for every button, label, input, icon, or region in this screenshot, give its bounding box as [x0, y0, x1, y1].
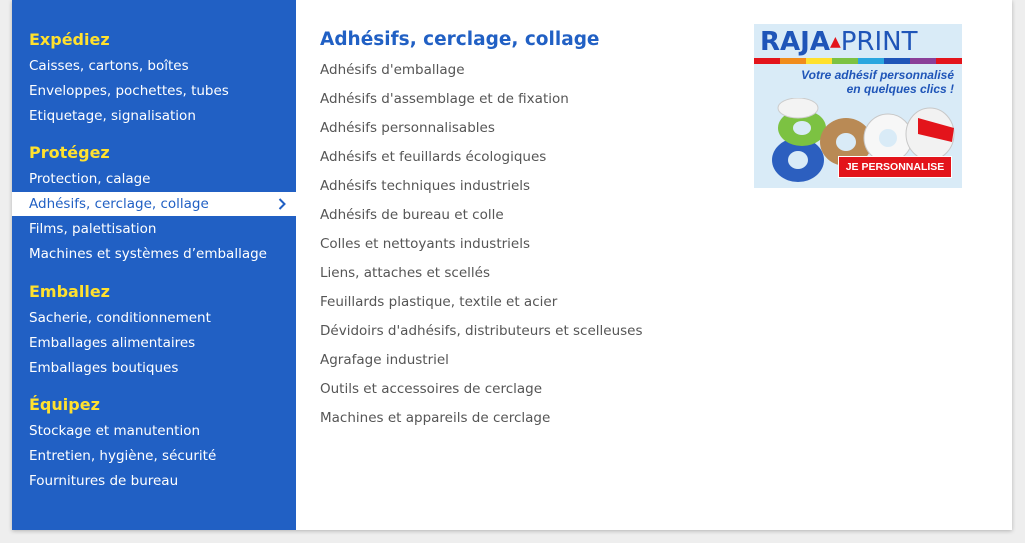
sidebar-item-entretien[interactable] — [12, 444, 296, 468]
sidebar-item-label: Protection, calage — [29, 171, 151, 187]
sidebar-item-caisses[interactable] — [12, 54, 296, 78]
personalise-button[interactable]: JE PERSONNALISE — [838, 156, 952, 178]
category-sidebar — [12, 0, 296, 530]
sidebar-item-adhesifs[interactable] — [12, 192, 296, 216]
submenu-link[interactable]: Adhésifs de bureau et colle — [320, 207, 504, 223]
group-title-expediez[interactable]: Expédiez — [29, 30, 110, 49]
sidebar-item-label: Emballages alimentaires — [29, 335, 196, 351]
submenu-link[interactable]: Adhésifs d'emballage — [320, 62, 465, 78]
group-title-emballez[interactable]: Emballez — [29, 282, 110, 301]
sidebar-item-label: Fournitures de bureau — [29, 473, 179, 489]
submenu-link[interactable]: Machines et appareils de cerclage — [320, 410, 551, 426]
sidebar-item-alimentaires[interactable] — [12, 331, 296, 355]
sidebar-item-label: Stockage et manutention — [29, 423, 201, 439]
submenu-link[interactable]: Outils et accessoires de cerclage — [320, 381, 543, 397]
sidebar-item-fournitures[interactable] — [12, 469, 296, 493]
chevron-right-icon — [278, 192, 286, 216]
sidebar-item-boutiques[interactable] — [12, 356, 296, 380]
sidebar-item-label: Emballages boutiques — [29, 360, 179, 376]
sidebar-item-label: Sacherie, conditionnement — [29, 310, 211, 326]
sidebar-item-machines-emballage[interactable] — [12, 242, 296, 266]
submenu-link[interactable]: Colles et nettoyants industriels — [320, 236, 531, 252]
submenu-link[interactable]: Dévidoirs d'adhésifs, distributeurs et scelleuses — [320, 323, 643, 339]
sidebar-item-enveloppes[interactable] — [12, 79, 296, 103]
sidebar-item-label: Etiquetage, signalisation — [29, 108, 196, 124]
submenu-title[interactable]: Adhésifs, cerclage, collage — [320, 29, 600, 50]
group-title-equipez[interactable]: Équipez — [29, 395, 100, 414]
sidebar-item-sacherie[interactable] — [12, 306, 296, 330]
logo-brand-bold: RAJA — [760, 27, 830, 57]
submenu-link[interactable]: Adhésifs et feuillards écologiques — [320, 149, 547, 165]
submenu-link[interactable]: Feuillards plastique, textile et acier — [320, 294, 558, 310]
rajaprint-logo: RAJA▲PRINT — [760, 27, 918, 57]
rajaprint-ad-banner[interactable] — [754, 24, 962, 188]
sidebar-item-etiquetage[interactable] — [12, 104, 296, 128]
submenu-link[interactable]: Liens, attaches et scellés — [320, 265, 490, 281]
sidebar-item-protection[interactable] — [12, 167, 296, 191]
sidebar-item-label: Machines et systèmes d’emballage — [29, 246, 267, 262]
sidebar-item-stockage[interactable] — [12, 419, 296, 443]
rainbow-stripe — [754, 58, 962, 64]
mega-menu — [12, 0, 1012, 530]
submenu-link[interactable]: Adhésifs d'assemblage et de fixation — [320, 91, 569, 107]
ad-slogan: Votre adhésif personnalisé en quelques clics ! — [801, 68, 954, 96]
submenu-link[interactable]: Adhésifs techniques industriels — [320, 178, 531, 194]
sidebar-item-label: Caisses, cartons, boîtes — [29, 58, 189, 74]
sidebar-item-label: Films, palettisation — [29, 221, 157, 237]
submenu-link[interactable]: Agrafage industriel — [320, 352, 449, 368]
sidebar-item-label: Adhésifs, cerclage, collage — [29, 196, 209, 212]
sidebar-item-films[interactable] — [12, 217, 296, 241]
group-title-protegez[interactable]: Protégez — [29, 143, 110, 162]
submenu-link[interactable]: Adhésifs personnalisables — [320, 120, 495, 136]
logo-brand-light: PRINT — [840, 27, 918, 57]
sidebar-item-label: Enveloppes, pochettes, tubes — [29, 83, 229, 99]
sidebar-item-label: Entretien, hygiène, sécurité — [29, 448, 217, 464]
